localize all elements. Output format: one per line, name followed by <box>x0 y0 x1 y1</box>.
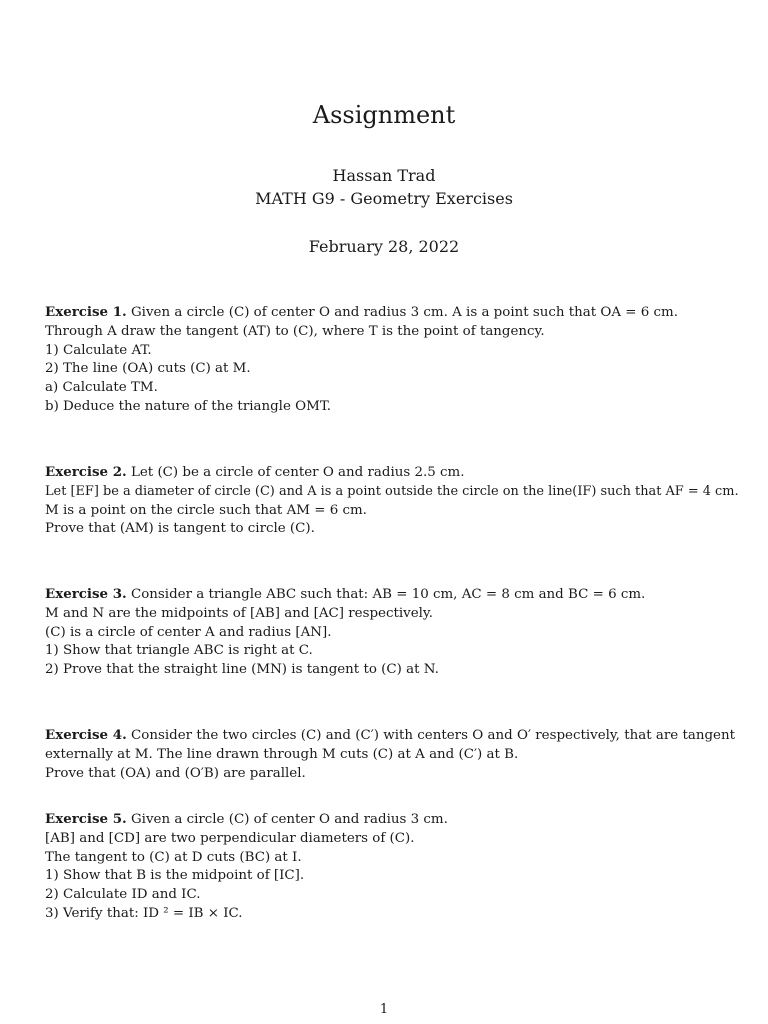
exercise-line: 1) Show that B is the midpoint of [IC]. <box>45 868 305 884</box>
exercise-line <box>45 585 735 605</box>
exercise-label: Exercise 3. <box>45 586 127 602</box>
exercise-line: 2) Prove that the straight line (MN) is tangent to (C) at N. <box>45 662 439 678</box>
exercise-text: Given a circle (C) of center O and radius 3 cm. <box>130 812 448 827</box>
exercise-line: Prove that (OA) and (O′B) are parallel. <box>45 765 306 781</box>
exercise-line: Prove that (AM) is tangent to circle (C). <box>45 521 315 537</box>
exercise-line: The tangent to (C) at D cuts (BC) at I. <box>45 849 302 865</box>
exercise-line: Let [EF] be a diameter of circle (C) and A is a point outside the circle on the line(IF) such that AF = 4 cm. <box>45 483 739 499</box>
exercise-line: b) Deduce the nature of the triangle OMT. <box>45 398 332 414</box>
exercise-line: a) Calculate TM. <box>45 380 158 396</box>
exercise-label: Exercise 2. <box>45 464 127 480</box>
exercise-text: Consider the two circles (C) and (C′) with centers O and O′ respectively, that are tangent <box>131 728 735 743</box>
exercise-line: [AB] and [CD] are two perpendicular diameters of (C). <box>45 830 415 846</box>
document-date: February 28, 2022 <box>308 237 460 256</box>
exercise-text: Given a circle (C) of center O and radius 3 cm. A is a point such that OA = 6 cm. <box>130 305 678 320</box>
author-name: Hassan Trad <box>332 166 436 185</box>
document-title: Assignment <box>312 101 456 129</box>
exercise-label: Exercise 5. <box>45 811 127 827</box>
exercise-line: externally at M. The line drawn through M cuts (C) at A and (C′) at B. <box>45 746 519 762</box>
exercise-line: Through A draw the tangent (AT) to (C), where T is the point of tangency. <box>45 323 545 339</box>
exercise-line: 3) Verify that: ID ² = IB × IC. <box>45 905 243 921</box>
exercise-text: Let (C) be a circle of center O and radius 2.5 cm. <box>130 465 465 480</box>
exercise-2 <box>45 463 739 539</box>
exercise-line <box>45 810 735 830</box>
exercise-line: 2) The line (OA) cuts (C) at M. <box>45 361 251 377</box>
exercise-line <box>45 726 735 746</box>
exercise-label: Exercise 1. <box>45 304 127 320</box>
exercise-line: 1) Show that triangle ABC is right at C. <box>45 643 313 659</box>
exercise-3 <box>45 585 735 680</box>
exercise-label: Exercise 4. <box>45 727 127 743</box>
exercise-line <box>45 463 735 483</box>
exercise-text: Consider a triangle ABC such that: AB = 10 cm, AC = 8 cm and BC = 6 cm. <box>130 587 646 602</box>
course-name: MATH G9 - Geometry Exercises <box>255 189 513 208</box>
exercise-4 <box>45 726 735 783</box>
exercise-line: 1) Calculate AT. <box>45 342 152 358</box>
page-number: 1 <box>379 1002 389 1017</box>
exercise-line: M and N are the midpoints of [AB] and [AC] respectively. <box>45 605 433 621</box>
exercise-5 <box>45 810 735 924</box>
exercise-line <box>45 303 735 323</box>
exercise-line: (C) is a circle of center A and radius [AN]. <box>45 624 332 640</box>
exercise-1 <box>45 303 735 417</box>
exercise-line: M is a point on the circle such that AM = 6 cm. <box>45 502 367 518</box>
exercise-line: 2) Calculate ID and IC. <box>45 887 201 903</box>
